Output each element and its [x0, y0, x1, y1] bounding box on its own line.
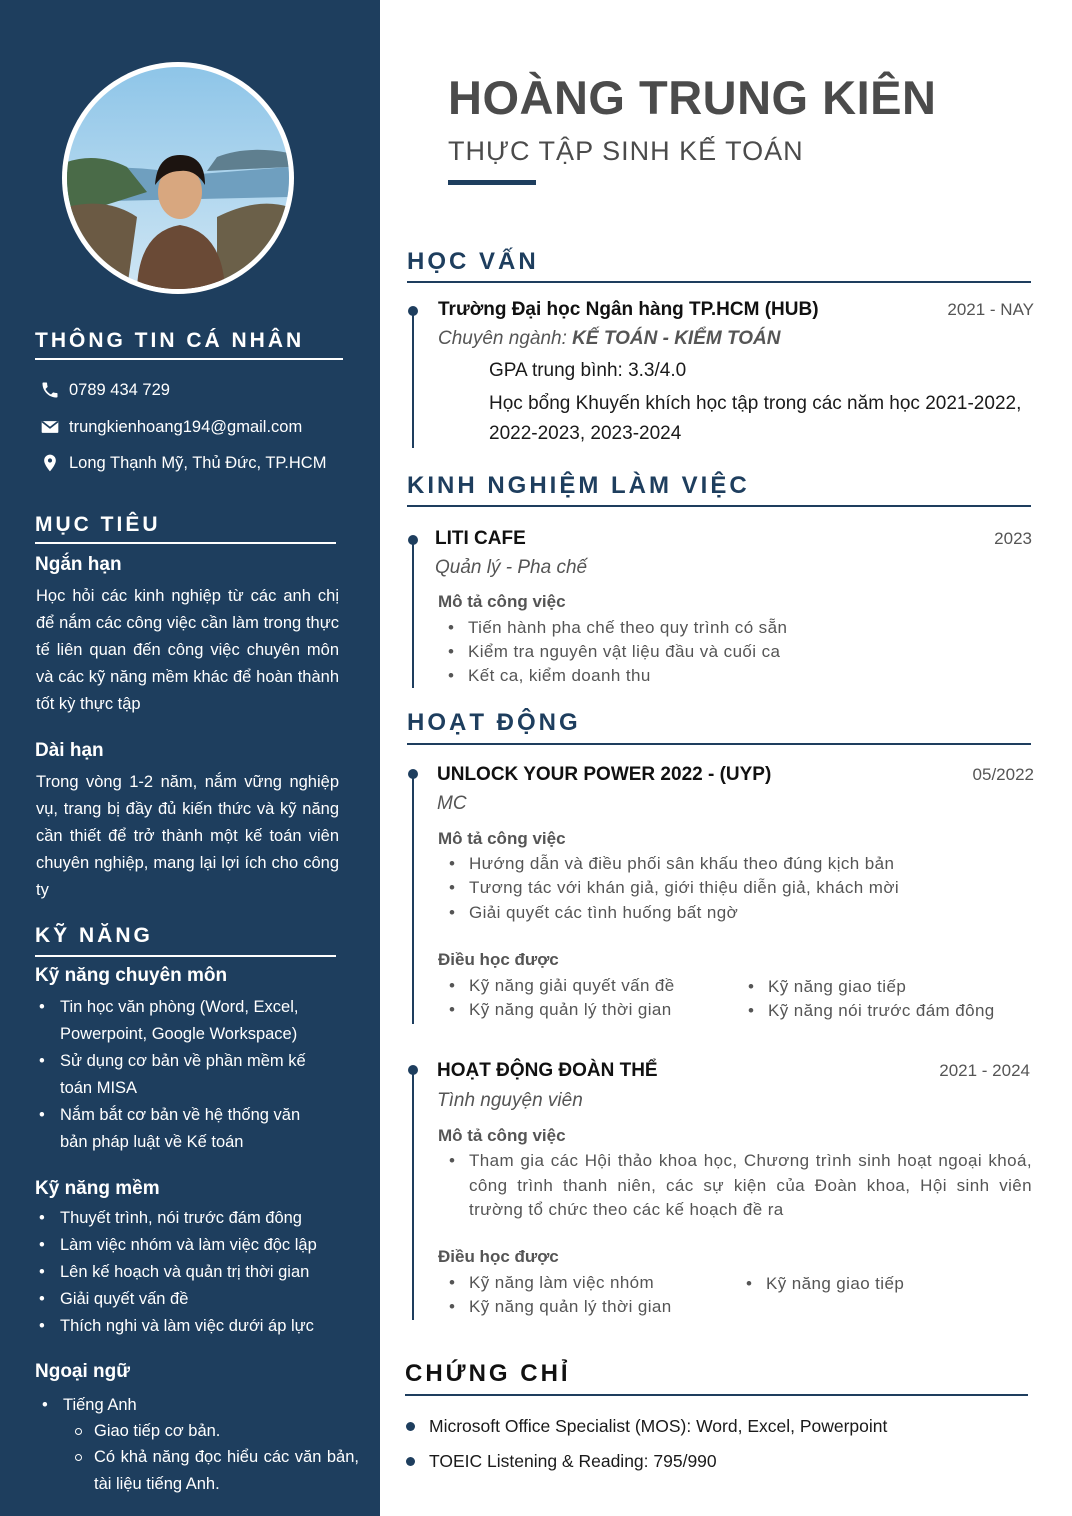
- phone-text[interactable]: 0789 434 729: [69, 380, 170, 399]
- learned-item: • Kỹ năng làm việc nhóm: [449, 1273, 655, 1292]
- personal-info-rule: [35, 358, 343, 360]
- task-item: • Kiểm tra nguyên vật liệu đầu và cuối ca: [448, 642, 781, 661]
- task-item: • Giải quyết các tình huống bất ngờ: [449, 903, 739, 922]
- email-row: [40, 417, 302, 437]
- company-name: LITI CAFE: [435, 528, 526, 549]
- timeline-dot: [408, 769, 418, 779]
- learned-item: • Kỹ năng giao tiếp: [746, 1274, 905, 1293]
- experience-date: 2023: [994, 529, 1032, 548]
- task-item: • Tương tác với khán giả, giới thiệu diễn giả, khách mời: [449, 878, 900, 897]
- task-item: • Kết ca, kiểm doanh thu: [448, 666, 651, 685]
- timeline-line: [412, 1070, 414, 1320]
- activities-heading: HOẠT ĐỘNG: [407, 709, 581, 736]
- long-term-title: Dài hạn: [35, 740, 104, 761]
- scholarship: Học bổng Khuyến khích học tập trong các năm học 2021-2022, 2022-2023, 2023-2024: [489, 393, 1022, 444]
- skills-heading: KỸ NĂNG: [35, 924, 153, 947]
- certificate-item: Microsoft Office Specialist (MOS): Word, Excel, Powerpoint: [429, 1416, 888, 1436]
- language-title: Ngoại ngữ: [35, 1361, 131, 1382]
- activity-desc-title: Mô tả công việc: [438, 1126, 566, 1145]
- soft-skill-item: • Lên kế hoạch và quản trị thời gian: [39, 1263, 310, 1281]
- education-rule: [407, 281, 1031, 283]
- timeline-dot: [408, 535, 418, 545]
- certificates-heading: CHỨNG CHỈ: [405, 1360, 571, 1387]
- learned-item: • Kỹ năng giao tiếp: [748, 977, 907, 996]
- address-text: Long Thạnh Mỹ, Thủ Đức, TP.HCM: [69, 453, 327, 472]
- experience-rule: [407, 505, 1031, 507]
- pro-skill-item: • Nắm bắt cơ bản về hệ thống văn bản pháp luật về Kế toán: [39, 1106, 301, 1151]
- certificates-rule: [405, 1394, 1028, 1396]
- activity-role: Tình nguyện viên: [437, 1090, 583, 1111]
- activity-desc-title: Mô tả công việc: [438, 829, 566, 848]
- timeline-line: [412, 774, 414, 1024]
- learned-item: • Kỹ năng giải quyết vấn đề: [449, 976, 675, 995]
- short-term-text: Học hỏi các kinh nghiệp từ các anh chị để nắm các công việc cần làm trong thực tế liên quan đến công việc chuyên môn và các kỹ năng mềm khác để hoàn thành tốt kỳ thực tập: [36, 587, 339, 713]
- language-detail-item: Giao tiếp cơ bản.: [94, 1418, 359, 1445]
- timeline-dot: [408, 1065, 418, 1075]
- phone-row: [40, 380, 170, 400]
- sidebar: [0, 0, 380, 1516]
- timeline-line: [412, 540, 414, 688]
- education-heading: HỌC VẤN: [407, 248, 539, 275]
- email-icon: [40, 417, 60, 437]
- major-line: Chuyên ngành: KẾ TOÁN - KIỂM TOÁN: [438, 328, 781, 349]
- job-desc-title: Mô tả công việc: [438, 592, 566, 611]
- objective-heading: MỤC TIÊU: [35, 513, 161, 536]
- experience-heading: KINH NGHIỆM LÀM VIỆC: [407, 472, 750, 499]
- activity-title: UNLOCK YOUR POWER 2022 - (UYP): [437, 764, 772, 785]
- activity-date: 05/2022: [972, 765, 1034, 784]
- learned-title: Điều học được: [438, 1247, 559, 1266]
- certificate-dot: [406, 1422, 415, 1431]
- profile-photo: [62, 62, 294, 294]
- school-name: Trường Đại học Ngân hàng TP.HCM (HUB): [438, 299, 819, 320]
- activity-title: HOẠT ĐỘNG ĐOÀN THỂ: [437, 1060, 658, 1081]
- language-item: • Tiếng Anh: [42, 1396, 137, 1414]
- activity-role: MC: [437, 793, 467, 814]
- gpa: GPA trung bình: 3.3/4.0: [489, 360, 687, 381]
- activities-rule: [407, 743, 1031, 745]
- timeline-dot: [408, 306, 418, 316]
- timeline-line: [412, 310, 414, 448]
- email-text[interactable]: trungkienhoang194@gmail.com: [69, 417, 303, 436]
- phone-icon: [40, 380, 60, 400]
- language-detail-item: Có khả năng đọc hiểu các văn bản, tài liệu tiếng Anh.: [94, 1444, 359, 1498]
- job-title: THỰC TẬP SINH KẾ TOÁN: [448, 136, 804, 166]
- certificate-item: TOEIC Listening & Reading: 795/990: [429, 1451, 717, 1471]
- task-item: • Hướng dẫn và điều phối sân khấu theo đúng kịch bản: [449, 854, 895, 873]
- learned-title: Điều học được: [438, 950, 559, 969]
- main-content: [380, 0, 1072, 1516]
- job-role: Quản lý - Pha chế: [435, 557, 588, 578]
- education-date: 2021 - NAY: [947, 300, 1034, 319]
- certificate-dot: [406, 1457, 415, 1466]
- objective-rule: [35, 542, 336, 544]
- short-term-title: Ngắn hạn: [35, 554, 122, 575]
- skills-rule: [35, 955, 336, 957]
- learned-item: • Kỹ năng quản lý thời gian: [449, 1297, 672, 1316]
- address-row: [40, 453, 326, 473]
- soft-skill-item: • Giải quyết vấn đề: [39, 1290, 189, 1308]
- learned-item: • Kỹ năng quản lý thời gian: [449, 1000, 672, 1019]
- pro-skills-title: Kỹ năng chuyên môn: [35, 965, 228, 986]
- soft-skill-item: • Thuyết trình, nói trước đám đông: [39, 1209, 302, 1227]
- pro-skill-item: • Sử dụng cơ bản về phần mềm kế toán MISA: [39, 1052, 306, 1097]
- soft-skills-title: Kỹ năng mềm: [35, 1178, 160, 1199]
- candidate-name: HOÀNG TRUNG KIÊN: [448, 71, 937, 124]
- location-pin-icon: [40, 453, 60, 473]
- soft-skill-item: • Thích nghi và làm việc dưới áp lực: [39, 1317, 314, 1335]
- learned-item: • Kỹ năng nói trước đám đông: [748, 1001, 995, 1020]
- long-term-text: Trong vòng 1-2 năm, nắm vững nghiệp vụ, trang bị đầy đủ kiến thức và kỹ năng cần thiết để trở thành một kế toán viên chuyên nghiệp, mang lại lợi ích cho công ty: [36, 773, 339, 899]
- title-accent-bar: [448, 180, 536, 185]
- soft-skill-item: • Làm việc nhóm và làm việc độc lập: [39, 1236, 317, 1254]
- task-item: • Tiến hành pha chế theo quy trình có sẵn: [448, 618, 788, 637]
- pro-skill-item: • Tin học văn phòng (Word, Excel, Powerpoint, Google Workspace): [39, 998, 299, 1043]
- task-item: • Tham gia các Hội thảo khoa học, Chương trình sinh hoạt ngoại khoá, công trình thanh niên, các sự kiện của Đoàn khoa, Hội sinh viên trường tổ chức theo các kế hoạch đề ra: [449, 1151, 1032, 1219]
- personal-info-heading: THÔNG TIN CÁ NHÂN: [35, 329, 305, 352]
- activity-date: 2021 - 2024: [939, 1061, 1030, 1080]
